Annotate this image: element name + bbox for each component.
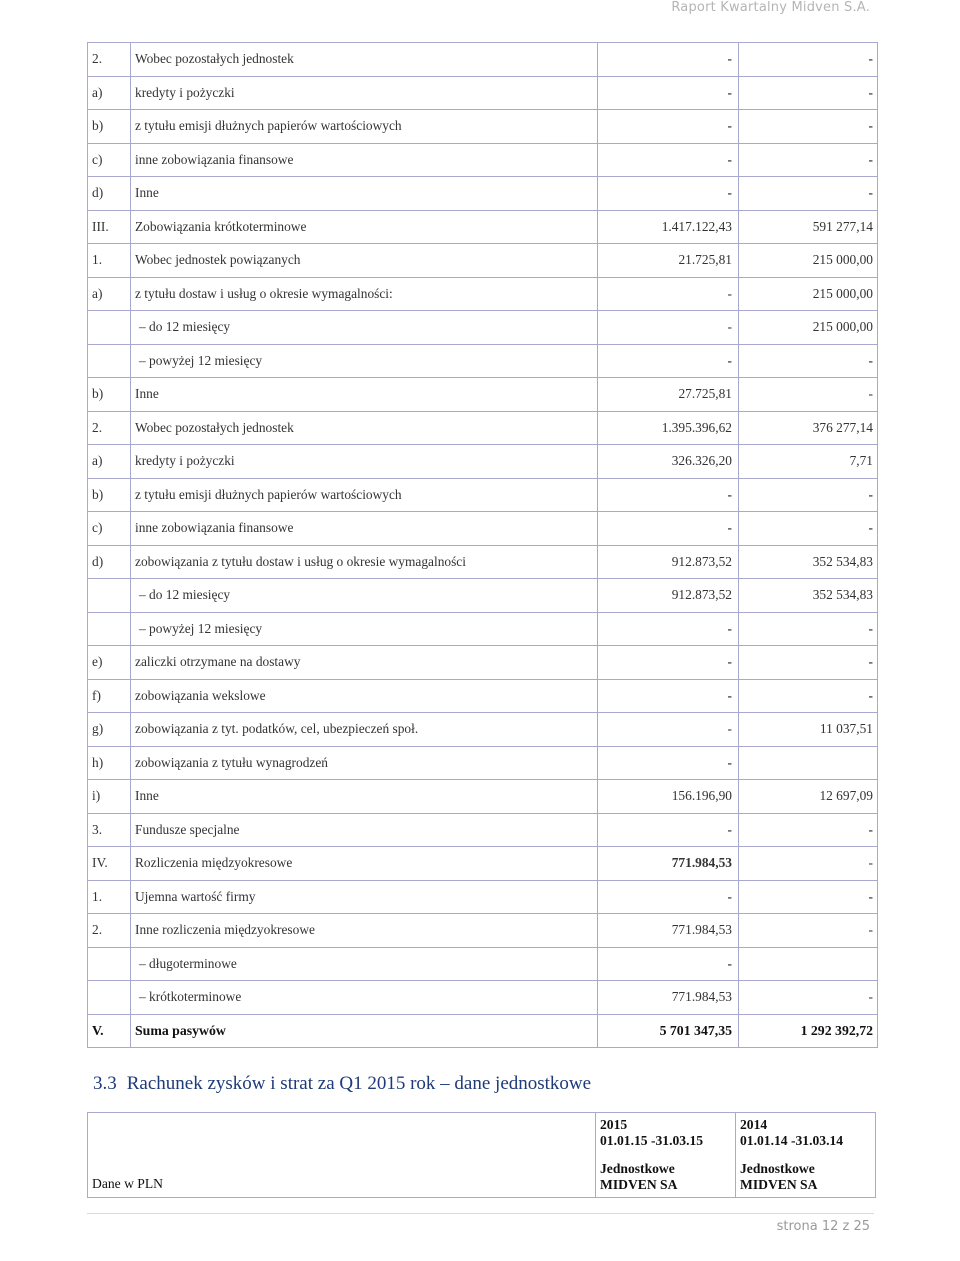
row-label: – powyżej 12 miesięcy	[131, 612, 598, 646]
value-2015: -	[598, 110, 739, 144]
column-company: MIDVEN SA	[600, 1177, 678, 1192]
value-2015: -	[598, 947, 739, 981]
row-id: 1.	[88, 880, 131, 914]
value-2015: 771.984,53	[598, 981, 739, 1015]
table-row	[88, 43, 878, 77]
row-label: Inne	[131, 177, 598, 211]
value-2015: 1.417.122,43	[598, 210, 739, 244]
value-2015: -	[598, 612, 739, 646]
row-id: 2.	[88, 914, 131, 948]
row-id: V.	[88, 1014, 131, 1048]
value-2014: 215 000,00	[739, 277, 878, 311]
value-2014: -	[739, 344, 878, 378]
row-id: b)	[88, 378, 131, 412]
row-label: Wobec pozostałych jednostek	[131, 411, 598, 445]
row-id: h)	[88, 746, 131, 780]
row-id: a)	[88, 76, 131, 110]
balance-sheet-table	[87, 42, 878, 1048]
table-header-row	[88, 1113, 876, 1198]
value-2014: -	[739, 612, 878, 646]
value-2015: -	[598, 512, 739, 546]
table-row	[88, 545, 878, 579]
row-label: – do 12 miesięcy	[131, 579, 598, 613]
value-2014: -	[739, 880, 878, 914]
row-id: 2.	[88, 43, 131, 77]
column-type: Jednostkowe	[600, 1161, 675, 1176]
column-2014	[736, 1113, 876, 1198]
table-row	[88, 746, 878, 780]
value-2014: 12 697,09	[739, 780, 878, 814]
table-row	[88, 679, 878, 713]
value-2014: -	[739, 646, 878, 680]
value-2014: 1 292 392,72	[739, 1014, 878, 1048]
column-year: 2014	[740, 1117, 768, 1132]
value-2015: 771.984,53	[598, 847, 739, 881]
table-row	[88, 579, 878, 613]
table-row	[88, 177, 878, 211]
row-id	[88, 612, 131, 646]
row-id: b)	[88, 478, 131, 512]
column-type: Jednostkowe	[740, 1161, 815, 1176]
value-2014: -	[739, 478, 878, 512]
value-2015: -	[598, 76, 739, 110]
row-id: 3.	[88, 813, 131, 847]
row-label: inne zobowiązania finansowe	[131, 512, 598, 546]
row-id: III.	[88, 210, 131, 244]
value-2014: -	[739, 177, 878, 211]
row-id: 2.	[88, 411, 131, 445]
value-2014: -	[739, 847, 878, 881]
table-row	[88, 713, 878, 747]
value-2014	[739, 947, 878, 981]
row-label: Wobec jednostek powiązanych	[131, 244, 598, 278]
row-id	[88, 311, 131, 345]
value-2015: -	[598, 43, 739, 77]
row-label: inne zobowiązania finansowe	[131, 143, 598, 177]
value-2015: -	[598, 143, 739, 177]
row-id: i)	[88, 780, 131, 814]
section-number: 3.3	[93, 1073, 117, 1094]
row-label: – krótkoterminowe	[131, 981, 598, 1015]
column-company: MIDVEN SA	[740, 1177, 818, 1192]
row-id: d)	[88, 177, 131, 211]
value-2015: 5 701 347,35	[598, 1014, 739, 1048]
row-label: kredyty i pożyczki	[131, 445, 598, 479]
row-label: Inne	[131, 378, 598, 412]
value-2015: 771.984,53	[598, 914, 739, 948]
value-2014: -	[739, 76, 878, 110]
value-2014: 215 000,00	[739, 244, 878, 278]
value-2015: -	[598, 177, 739, 211]
table-row	[88, 612, 878, 646]
value-2015: -	[598, 344, 739, 378]
table-row	[88, 847, 878, 881]
value-2014: 352 534,83	[739, 545, 878, 579]
currency-label: Dane w PLN	[88, 1113, 596, 1198]
table-row	[88, 378, 878, 412]
table-row	[88, 981, 878, 1015]
section-heading	[93, 1073, 591, 1095]
row-id: 1.	[88, 244, 131, 278]
value-2014: -	[739, 143, 878, 177]
row-id: c)	[88, 512, 131, 546]
page-header	[0, 0, 960, 18]
value-2014	[739, 746, 878, 780]
footer-divider	[87, 1213, 874, 1214]
table-row	[88, 311, 878, 345]
column-2015	[596, 1113, 736, 1198]
row-label: Fundusze specjalne	[131, 813, 598, 847]
value-2014: 352 534,83	[739, 579, 878, 613]
value-2015: -	[598, 746, 739, 780]
row-label: – powyżej 12 miesięcy	[131, 344, 598, 378]
row-id	[88, 981, 131, 1015]
row-label: zobowiązania z tytułu dostaw i usług o okresie wymagalności	[131, 545, 598, 579]
value-2015: 912.873,52	[598, 579, 739, 613]
value-2015: -	[598, 880, 739, 914]
table-row	[88, 244, 878, 278]
page-number: strona 12 z 25	[776, 1219, 870, 1234]
row-label: Inne rozliczenia międzyokresowe	[131, 914, 598, 948]
value-2014: -	[739, 378, 878, 412]
row-label: z tytułu emisji dłużnych papierów wartościowych	[131, 110, 598, 144]
value-2014: 11 037,51	[739, 713, 878, 747]
value-2015: 156.196,90	[598, 780, 739, 814]
row-label: Zobowiązania krótkoterminowe	[131, 210, 598, 244]
row-label: kredyty i pożyczki	[131, 76, 598, 110]
table-row	[88, 914, 878, 948]
table-row	[88, 277, 878, 311]
value-2014: -	[739, 679, 878, 713]
row-label: z tytułu emisji dłużnych papierów wartościowych	[131, 478, 598, 512]
value-2015: -	[598, 679, 739, 713]
column-period: 01.01.14 -31.03.14	[740, 1133, 844, 1148]
value-2014: 215 000,00	[739, 311, 878, 345]
value-2015: -	[598, 713, 739, 747]
value-2015: 27.725,81	[598, 378, 739, 412]
row-label: Rozliczenia międzyokresowe	[131, 847, 598, 881]
row-label: zobowiązania z tyt. podatków, cel, ubezpieczeń społ.	[131, 713, 598, 747]
table-row	[88, 478, 878, 512]
table-row	[88, 1014, 878, 1048]
table-row	[88, 780, 878, 814]
row-label: zaliczki otrzymane na dostawy	[131, 646, 598, 680]
section-title: Rachunek zysków i strat za Q1 2015 rok – dane jednostkowe	[126, 1073, 592, 1094]
row-id	[88, 344, 131, 378]
value-2014: -	[739, 110, 878, 144]
value-2015: -	[598, 813, 739, 847]
table-row	[88, 143, 878, 177]
value-2015: -	[598, 311, 739, 345]
value-2015: 912.873,52	[598, 545, 739, 579]
value-2015: 1.395.396,62	[598, 411, 739, 445]
table-row	[88, 445, 878, 479]
row-id: c)	[88, 143, 131, 177]
row-id: d)	[88, 545, 131, 579]
value-2014: 376 277,14	[739, 411, 878, 445]
table-row	[88, 110, 878, 144]
value-2014: -	[739, 813, 878, 847]
row-label: zobowiązania wekslowe	[131, 679, 598, 713]
value-2014: -	[739, 512, 878, 546]
table-row	[88, 813, 878, 847]
row-label: – długoterminowe	[131, 947, 598, 981]
row-id: e)	[88, 646, 131, 680]
row-label: Inne	[131, 780, 598, 814]
row-id	[88, 947, 131, 981]
value-2014: 591 277,14	[739, 210, 878, 244]
value-2015: -	[598, 478, 739, 512]
row-id: g)	[88, 713, 131, 747]
row-id: b)	[88, 110, 131, 144]
column-year: 2015	[600, 1117, 628, 1132]
table-row	[88, 210, 878, 244]
table-row	[88, 411, 878, 445]
row-label: zobowiązania z tytułu wynagrodzeń	[131, 746, 598, 780]
row-id: a)	[88, 277, 131, 311]
value-2015: -	[598, 646, 739, 680]
table-row	[88, 646, 878, 680]
row-id	[88, 579, 131, 613]
row-id: a)	[88, 445, 131, 479]
row-label: Suma pasywów	[131, 1014, 598, 1048]
report-title: Raport Kwartalny Midven S.A.	[671, 0, 870, 15]
value-2015: 326.326,20	[598, 445, 739, 479]
value-2014: -	[739, 981, 878, 1015]
value-2014: -	[739, 43, 878, 77]
row-label: Ujemna wartość firmy	[131, 880, 598, 914]
row-label: – do 12 miesięcy	[131, 311, 598, 345]
table-row	[88, 880, 878, 914]
table-row	[88, 76, 878, 110]
row-id: f)	[88, 679, 131, 713]
row-id: IV.	[88, 847, 131, 881]
row-label: Wobec pozostałych jednostek	[131, 43, 598, 77]
table-row	[88, 344, 878, 378]
table-row	[88, 947, 878, 981]
profit-loss-table	[87, 1112, 876, 1198]
value-2015: 21.725,81	[598, 244, 739, 278]
value-2014: -	[739, 914, 878, 948]
table-row	[88, 512, 878, 546]
value-2015: -	[598, 277, 739, 311]
value-2014: 7,71	[739, 445, 878, 479]
column-period: 01.01.15 -31.03.15	[600, 1133, 704, 1148]
row-label: z tytułu dostaw i usług o okresie wymagalności:	[131, 277, 598, 311]
